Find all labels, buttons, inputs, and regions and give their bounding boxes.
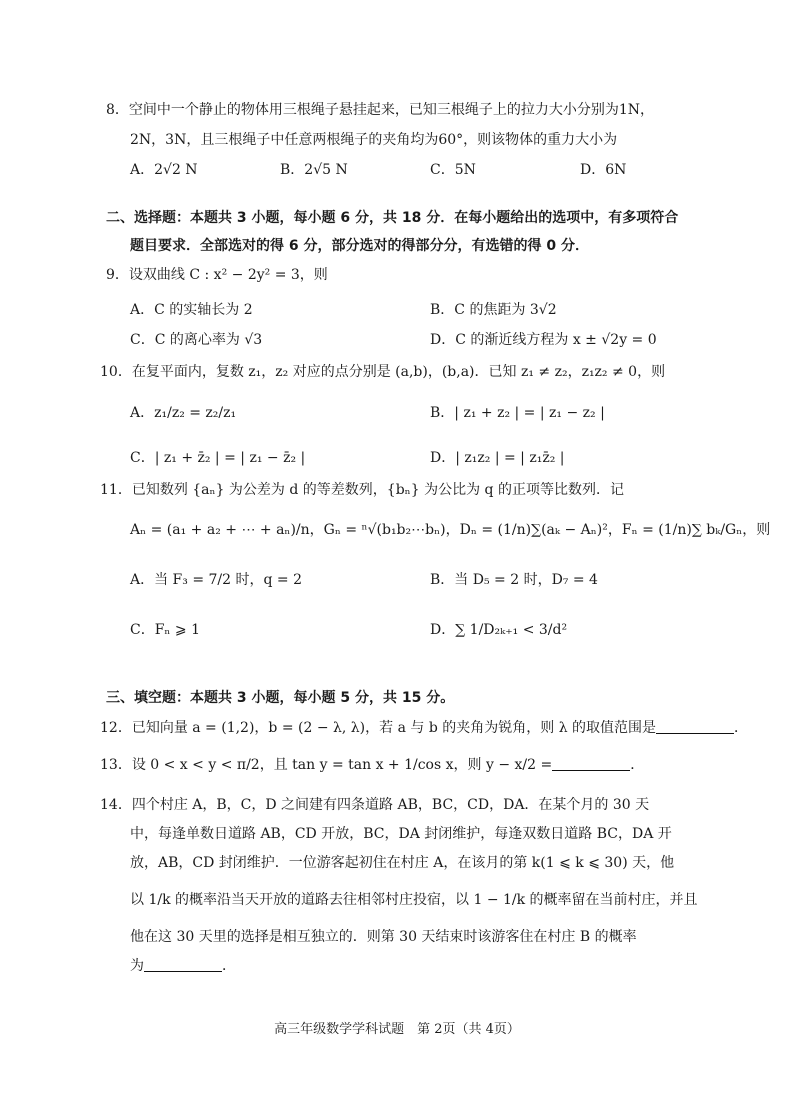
question-10-option-a: A．z₁/z₂ = z₂/z₁ xyxy=(130,405,237,421)
question-11-definitions: Aₙ = (a₁ + a₂ + ⋯ + aₙ)/n，Gₙ = ⁿ√(b₁b₂⋯bₙ)，Dₙ = (1/n)∑(aₖ − Aₙ)²，Fₙ = (1/n)∑ bₖ/Gₙ，则 xyxy=(130,522,771,538)
question-11-option-d: D．∑ 1/D₂ₖ₊₁ < 3/d² xyxy=(430,622,568,638)
answer-blank-12 xyxy=(656,719,734,734)
answer-blank-14 xyxy=(144,957,222,972)
question-14-line3: 放，AB，CD 封闭维护．一位游客起初住在村庄 A，在该月的第 k(1 ⩽ k ⩽ 30) 天，他 xyxy=(130,855,675,871)
question-14-prefix: 为 xyxy=(130,958,144,974)
answer-blank-13 xyxy=(552,756,630,771)
question-10-option-c: C．| z₁ + z̄₂ | = | z₁ − z̄₂ | xyxy=(130,450,306,466)
question-8-option-b: B．2√5 N xyxy=(280,162,348,178)
page-footer: 高三年级数学学科试题 第 2页（共 4页） xyxy=(274,1022,520,1037)
section-3-heading: 三、填空题：本题共 3 小题，每小题 5 分，共 15 分。 xyxy=(106,690,455,706)
question-14-line2: 中，每逢单数日道路 AB，CD 开放，BC，DA 封闭维护，每逢双数日道路 BC，DA 开 xyxy=(130,826,672,842)
question-8-option-c: C．5N xyxy=(430,162,476,178)
question-12-text: 12．已知向量 a = (1,2)，b = (2 − λ, λ)，若 a 与 b 的夹角为锐角，则 λ 的取值范围是 xyxy=(100,720,657,736)
question-13-text: 13．设 0 < x < y < π/2，且 tan y = tan x + 1/cos x，则 y − x/2 = xyxy=(100,757,553,773)
question-10-stem: 10．在复平面内，复数 z₁，z₂ 对应的点分别是 (a,b)，(b,a)．已知 z₁ ≠ z₂，z₁z₂ ≠ 0，则 xyxy=(100,364,666,380)
question-14-line6: 为 ． xyxy=(130,958,236,974)
question-8-option-d: D．6N xyxy=(580,162,627,178)
question-10-option-d: D．| z₁z₂ | = | z₁z̄₂ | xyxy=(430,450,565,466)
question-9-option-d: D．C 的渐近线方程为 x ± √2y = 0 xyxy=(430,332,657,348)
question-11-option-b: B．当 D₅ = 2 时，D₇ = 4 xyxy=(430,572,598,588)
question-9-option-a: A．C 的实轴长为 2 xyxy=(130,302,253,318)
question-8-line1: 8．空间中一个静止的物体用三根绳子悬挂起来，已知三根绳子上的拉力大小分别为1N， xyxy=(106,102,655,118)
question-12: 12．已知向量 a = (1,2)，b = (2 − λ, λ)，若 a 与 b 的夹角为锐角，则 λ 的取值范围是 ． xyxy=(100,720,749,736)
question-8-line2: 2N，3N，且三根绳子中任意两根绳子的夹角均为60°，则该物体的重力大小为 xyxy=(130,132,618,148)
question-8-option-a: A．2√2 N xyxy=(130,162,198,178)
question-14-line1: 14．四个村庄 A，B，C，D 之间建有四条道路 AB，BC，CD，DA．在某个月的 30 天 xyxy=(100,797,650,813)
section-2-heading: 二、选择题：本题共 3 小题，每小题 6 分，共 18 分．在每小题给出的选项中，有多项符合 xyxy=(106,210,679,226)
question-11-option-a: A．当 F₃ = 7/2 时，q = 2 xyxy=(130,572,302,588)
section-2-heading-cont: 题目要求．全部选对的得 6 分，部分选对的得部分分，有选错的得 0 分． xyxy=(130,238,589,254)
question-11-option-c: C．Fₙ ⩾ 1 xyxy=(130,622,201,638)
question-14-line5: 他在这 30 天里的选择是相互独立的．则第 30 天结束时该游客住在村庄 B 的概率 xyxy=(130,929,637,945)
question-9-option-b: B．C 的焦距为 3√2 xyxy=(430,302,557,318)
question-10-option-b: B．| z₁ + z₂ | = | z₁ − z₂ | xyxy=(430,405,605,421)
question-11-stem: 11．已知数列 {aₙ} 为公差为 d 的等差数列，{bₙ} 为公比为 q 的正项等比数列．记 xyxy=(100,482,624,498)
question-9-option-c: C．C 的离心率为 √3 xyxy=(130,332,263,348)
question-9-stem: 9．设双曲线 C : x² − 2y² = 3，则 xyxy=(106,267,328,283)
question-14-line4: 以 1/k 的概率沿当天开放的道路去往相邻村庄投宿，以 1 − 1/k 的概率留在当前村庄，并且 xyxy=(130,892,698,908)
question-13: 13．设 0 < x < y < π/2，且 tan y = tan x + 1/cos x，则 y − x/2 = ． xyxy=(100,757,645,773)
